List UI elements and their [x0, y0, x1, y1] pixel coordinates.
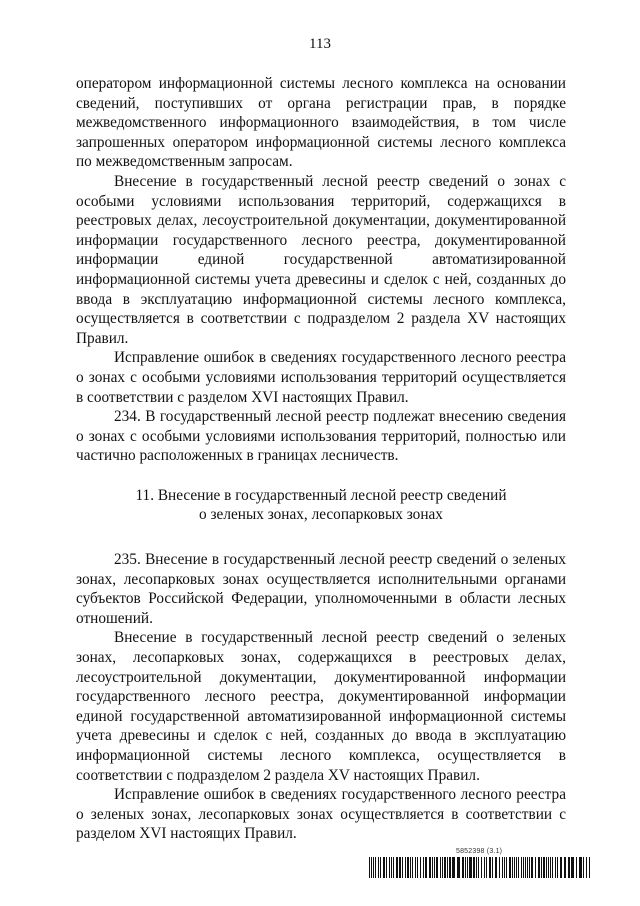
paragraph: Исправление ошибок в сведениях государственного лесного реестра о зеленых зонах, лесопарковых зонах осуществляется в соответствии с разделом XVI настоящих Правил. — [76, 786, 566, 843]
barcode — [369, 857, 591, 878]
document-body — [76, 74, 566, 844]
section-heading — [76, 486, 566, 525]
section-heading-line-1: 11. Внесение в государственный лесной реестр сведений — [135, 486, 507, 504]
page-number: 113 — [309, 36, 331, 52]
paragraph-234: 234. В государственный лесной реестр подлежат внесению сведения о зонах с особыми условиями использования территорий, полностью или частично расположенных в границах лесничеств. — [76, 408, 566, 465]
document-id: 5852398 (3.1) — [456, 848, 503, 855]
paragraph-235: 235. Внесение в государственный лесной реестр сведений о зеленых зонах, лесопарковых зонах осуществляется исполнительными органами субъектов Российской Федерации, уполномоченными в области лесных отношений. — [76, 551, 566, 627]
section-heading-line-2: о зеленых зонах, лесопарковых зонах — [199, 506, 443, 524]
paragraph: Внесение в государственный лесной реестр сведений о зонах с особыми условиями использования территорий, содержащихся в реестровых делах, лесоустроительной документации, документированной информации государственного лесного реестра, документированной информации единой государственной автоматизированной информационной системы учета древесины и сделок с ней, созданных до ввода в эксплуатацию информационной системы лесного комплекса, осуществляется в соответствии с подразделом 2 раздела XV настоящих Правил. — [76, 172, 566, 347]
paragraph: Внесение в государственный лесной реестр сведений о зеленых зонах, лесопарковых зонах, содержащихся в реестровых делах, лесоустроительной документации, документированной информации государственного лесного реестра, документированной информации единой государственной автоматизированной информационной системы учета древесины и сделок с ней, созданных до ввода в эксплуатацию информационной системы лесного комплекса, осуществляется в соответствии с подразделом 2 раздела XV настоящих Правил. — [76, 629, 566, 784]
paragraph-continuation: оператором информационной системы лесного комплекса на основании сведений, поступивших от органа регистрации прав, в порядке межведомственного информационного взаимодействия, в том числе запрошенных оператором информационной системы лесного комплекса по межведомственным запросам. — [76, 75, 566, 171]
paragraph: Исправление ошибок в сведениях государственного лесного реестра о зонах с особыми условиями использования территорий осуществляется в соответствии с разделом XVI настоящих Правил. — [76, 349, 566, 406]
